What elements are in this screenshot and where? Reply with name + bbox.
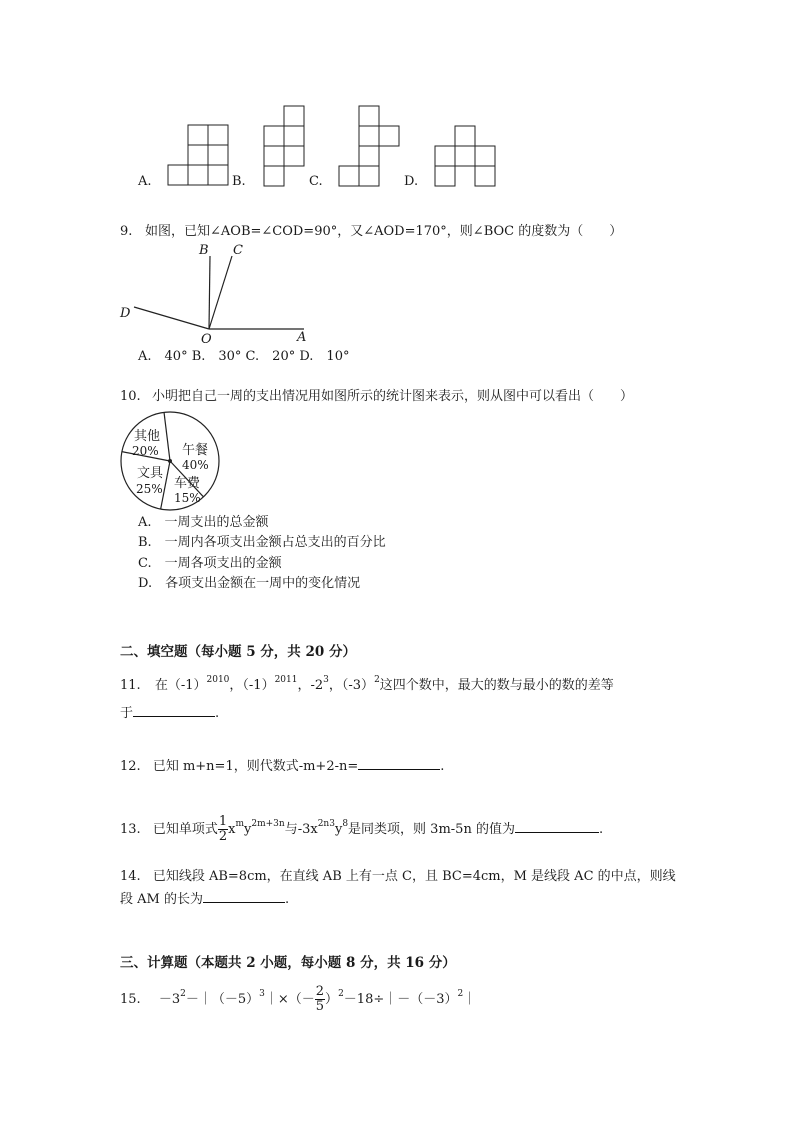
section3-title: 三、计算题（本题共 2 小题，每小题 8 分，共 16 分） xyxy=(120,955,456,971)
q13-p4: 与-3x xyxy=(284,822,318,837)
q11-line1 xyxy=(120,672,614,694)
q14-number: 14. xyxy=(120,869,141,884)
q13-p3: y xyxy=(244,822,252,837)
q13-number: 13. xyxy=(120,822,141,837)
q10-option-a: A. 一周支出的总金额 xyxy=(138,515,269,530)
slice-label-stationery: 文具 xyxy=(137,466,164,481)
q14-line1-text: 已知线段 AB=8cm，在直线 AB 上有一点 C，且 BC=4cm，M 是线段 AC 的中点，则线 xyxy=(152,869,676,884)
q11-end: . xyxy=(215,706,220,721)
q8-option-c: C. xyxy=(309,174,323,189)
label-o: O xyxy=(201,332,212,347)
q11-e2: 2011 xyxy=(274,675,298,685)
q11-number: 11. xyxy=(120,678,141,693)
slice-label-fare: 车费 xyxy=(174,476,201,491)
q15-number: 15. xyxy=(120,992,141,1007)
q11-p1: 在（-1） xyxy=(154,678,207,693)
q10-stem: 小明把自己一周的支出情况用如图所示的统计图来表示，则从图中可以看出（ ） xyxy=(152,389,634,404)
label-c: C xyxy=(233,243,243,258)
q8-option-a: A. xyxy=(138,174,152,189)
slice-percent-stationery: 25% xyxy=(136,482,163,496)
q13-answer-blank xyxy=(515,820,599,833)
q12-end: . xyxy=(440,759,445,774)
q10-option-c: C. 一周各项支出的金额 xyxy=(138,556,282,571)
q11-p5: 这四个数中，最大的数与最小的数的差等 xyxy=(379,678,614,693)
q10-option-d: D. 各项支出金额在一周中的变化情况 xyxy=(138,576,361,591)
q13-frac-den: 2 xyxy=(218,829,228,844)
slice-label-other: 其他 xyxy=(134,429,161,444)
q13-p5: y xyxy=(334,822,343,837)
q13-e4: 8 xyxy=(342,819,349,829)
q13-p1: 已知单项式 xyxy=(152,822,218,837)
q15-p3: ｜×（－ xyxy=(264,992,315,1007)
q15-p2: －｜（－5） xyxy=(185,992,260,1007)
q11-p2: ，（-1） xyxy=(229,678,275,693)
q15 xyxy=(120,978,476,1016)
q12-number: 12. xyxy=(120,759,141,774)
q10-option-b: B. 一周内各项支出金额占总支出的百分比 xyxy=(138,535,386,550)
q12-stem: 已知 m+n=1，则代数式-m+2-n= xyxy=(152,759,359,774)
q13-p6: 是同类项，则 3m-5n 的值为 xyxy=(348,822,515,837)
q11-e4: 2 xyxy=(374,675,380,685)
q11-line2 xyxy=(120,704,219,722)
q8-option-b: B. xyxy=(232,174,246,189)
q15-p1: －3 xyxy=(158,992,181,1007)
q15-e2: 3 xyxy=(259,989,265,999)
q11-line2-text: 于 xyxy=(120,706,134,721)
q15-frac-den: 5 xyxy=(315,999,325,1014)
q9-stem: 如图，已知∠AOB=∠COD=90°，又∠AOD=170°，则∠BOC 的度数为（ ） xyxy=(145,224,623,239)
slice-percent-other: 20% xyxy=(132,444,159,458)
q14-line1 xyxy=(120,869,676,885)
slice-percent-fare: 15% xyxy=(174,491,201,505)
q15-fraction xyxy=(315,985,325,1014)
q12-answer-blank xyxy=(358,757,440,770)
q15-e1: 2 xyxy=(180,989,186,999)
label-b: B xyxy=(199,243,209,258)
q15-p5: －18÷｜－（－3） xyxy=(343,992,458,1007)
q11-e3: 3 xyxy=(323,675,329,685)
q13-e2: 2m+3n xyxy=(251,819,285,829)
q13-e3: 2n3 xyxy=(317,819,335,829)
q13-e1: m xyxy=(235,819,245,829)
q15-p6: ｜ xyxy=(463,992,477,1007)
q13-end: . xyxy=(598,822,604,837)
label-a: A xyxy=(297,330,307,345)
q14-answer-blank xyxy=(203,890,285,903)
q12 xyxy=(120,757,444,775)
q13-p2: x xyxy=(228,822,236,837)
q15-frac-num: 2 xyxy=(315,984,325,999)
slice-percent-lunch: 40% xyxy=(182,458,209,472)
q11-p4: ，（-3） xyxy=(328,678,375,693)
q15-e4: 2 xyxy=(457,989,464,999)
slice-label-lunch: 午餐 xyxy=(182,443,209,458)
q10-number: 10. xyxy=(120,389,141,404)
q15-p4: ） xyxy=(325,992,339,1007)
q11-e1: 2010 xyxy=(206,675,230,685)
q13 xyxy=(120,808,603,846)
q14-line2 xyxy=(120,890,289,908)
pie-slice-boundary-0 xyxy=(164,412,170,461)
q14-line2-text: 段 AM 的长为 xyxy=(120,892,203,907)
q9-number: 9. xyxy=(120,224,133,239)
q13-fraction xyxy=(218,815,228,844)
q14-end: . xyxy=(284,892,290,907)
section2-title: 二、填空题（每小题 5 分，共 20 分） xyxy=(120,644,356,660)
q13-frac-num: 1 xyxy=(218,814,228,829)
q11-answer-blank xyxy=(133,704,215,717)
q11-p3: ，-2 xyxy=(297,678,324,693)
q8-option-d: D. xyxy=(404,174,419,189)
q9-options: A. 40° B. 30° C. 20° D. 10° xyxy=(138,349,350,364)
label-d: D xyxy=(120,306,131,321)
q15-e3: 2 xyxy=(338,989,344,999)
pie-center-dot xyxy=(168,459,172,463)
